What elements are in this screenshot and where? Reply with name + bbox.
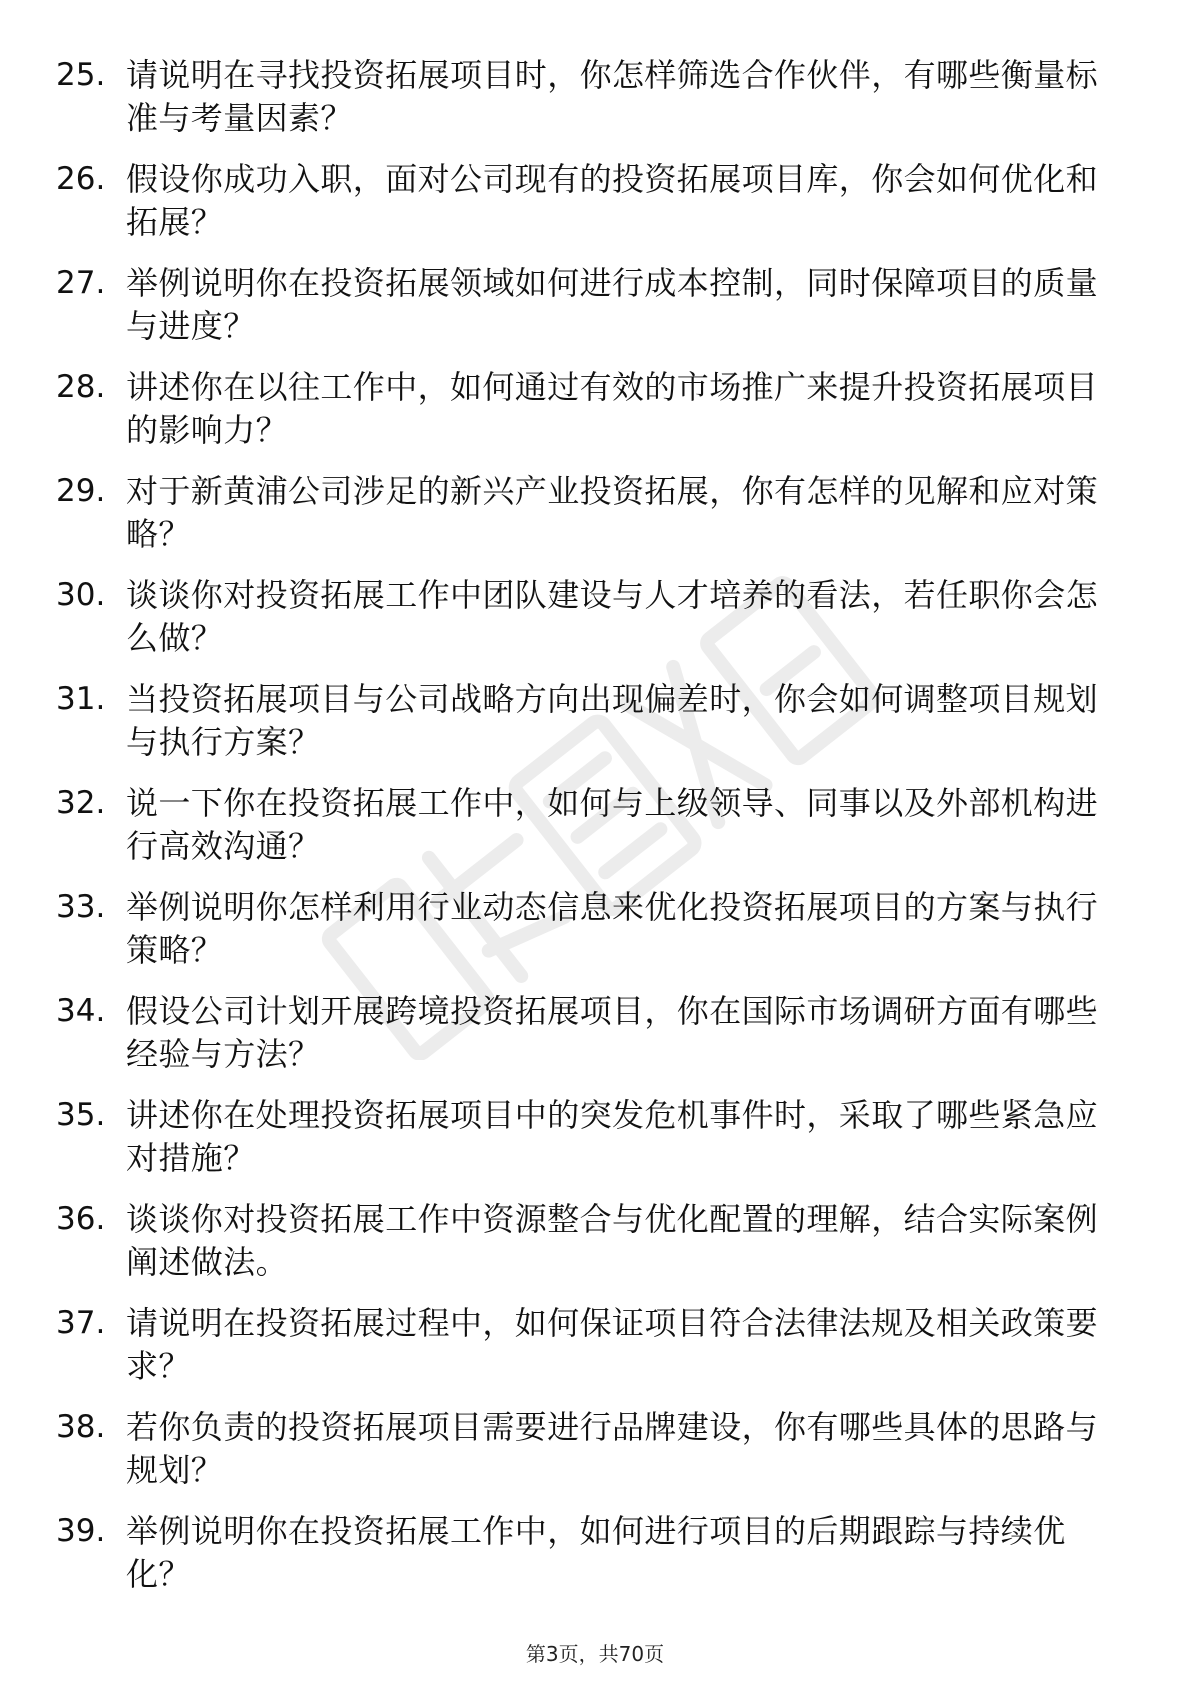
question-item <box>56 1406 1106 1510</box>
question-text: 若你负责的投资拓展项目需要进行品牌建设，你有哪些具体的思路与规划？ <box>126 1408 1099 1489</box>
question-item <box>56 470 1106 574</box>
question-item <box>56 1302 1106 1406</box>
question-number: 37. <box>56 1305 106 1341</box>
question-number: 33. <box>56 889 106 925</box>
question-number: 29. <box>56 473 106 509</box>
question-number: 32. <box>56 785 106 821</box>
question-text: 谈谈你对投资拓展工作中团队建设与人才培养的看法，若任职你会怎么做？ <box>126 576 1099 657</box>
question-item <box>56 158 1106 262</box>
question-item <box>56 782 1106 886</box>
page-footer <box>0 1638 1190 1667</box>
question-text: 说一下你在投资拓展工作中，如何与上级领导、同事以及外部机构进行高效沟通？ <box>126 784 1099 865</box>
question-number: 36. <box>56 1201 106 1237</box>
question-number: 27. <box>56 265 106 301</box>
question-number: 34. <box>56 993 106 1029</box>
question-item <box>56 366 1106 470</box>
question-text: 假设你成功入职，面对公司现有的投资拓展项目库，你会如何优化和拓展？ <box>126 160 1099 241</box>
question-text: 举例说明你怎样利用行业动态信息来优化投资拓展项目的方案与执行策略？ <box>126 888 1099 969</box>
question-text: 讲述你在处理投资拓展项目中的突发危机事件时，采取了哪些紧急应对措施？ <box>126 1096 1099 1177</box>
question-item <box>56 574 1106 678</box>
question-number: 25. <box>56 57 106 93</box>
question-item <box>56 1510 1106 1614</box>
question-number: 31. <box>56 681 106 717</box>
question-text: 对于新黄浦公司涉足的新兴产业投资拓展，你有怎样的见解和应对策略？ <box>126 472 1099 553</box>
question-text: 谈谈你对投资拓展工作中资源整合与优化配置的理解，结合实际案例阐述做法。 <box>126 1200 1099 1281</box>
question-text: 请说明在投资拓展过程中，如何保证项目符合法律法规及相关政策要求？ <box>126 1304 1099 1385</box>
question-number: 39. <box>56 1513 106 1549</box>
question-number: 26. <box>56 161 106 197</box>
question-number: 38. <box>56 1409 106 1445</box>
question-list <box>56 54 1106 1614</box>
question-item <box>56 886 1106 990</box>
question-text: 举例说明你在投资拓展工作中，如何进行项目的后期跟踪与持续优化？ <box>126 1512 1066 1593</box>
question-item <box>56 54 1106 158</box>
question-text: 假设公司计划开展跨境投资拓展项目，你在国际市场调研方面有哪些经验与方法？ <box>126 992 1099 1073</box>
question-number: 28. <box>56 369 106 405</box>
question-item <box>56 1198 1106 1302</box>
question-item <box>56 262 1106 366</box>
page-number-label: 第3页，共70页 <box>525 1642 665 1666</box>
question-item <box>56 678 1106 782</box>
question-item <box>56 1094 1106 1198</box>
question-text: 讲述你在以往工作中，如何通过有效的市场推广来提升投资拓展项目的影响力？ <box>126 368 1099 449</box>
question-number: 30. <box>56 577 106 613</box>
question-item <box>56 990 1106 1094</box>
question-text: 当投资拓展项目与公司战略方向出现偏差时，你会如何调整项目规划与执行方案？ <box>126 680 1099 761</box>
question-text: 请说明在寻找投资拓展项目时，你怎样筛选合作伙伴，有哪些衡量标准与考量因素？ <box>126 56 1099 137</box>
question-number: 35. <box>56 1097 106 1133</box>
question-text: 举例说明你在投资拓展领域如何进行成本控制，同时保障项目的质量与进度？ <box>126 264 1099 345</box>
